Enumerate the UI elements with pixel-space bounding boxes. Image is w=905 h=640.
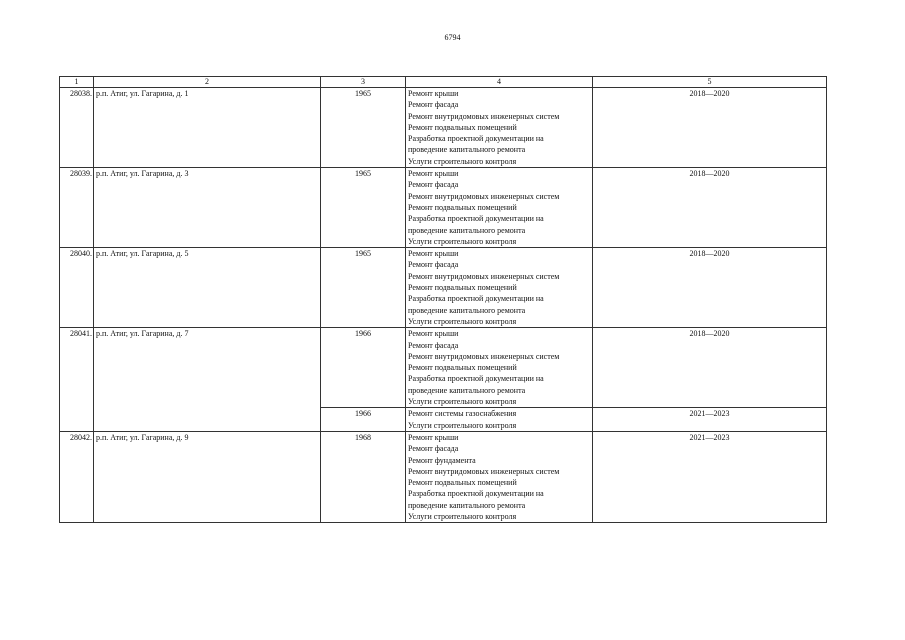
- header-col-2: 2: [94, 77, 321, 88]
- header-row: [60, 77, 827, 88]
- table-row: [60, 168, 827, 248]
- work-item: Ремонт подвальных помещений: [408, 122, 517, 132]
- address-cell: р.п. Атиг, ул. Гагарина, д. 5: [94, 248, 321, 328]
- year-cell: 1966: [321, 328, 406, 408]
- work-item: Ремонт подвальных помещений: [408, 202, 517, 212]
- work-item: Ремонт внутридомовых инженерных систем: [408, 351, 560, 361]
- header-col-3: 3: [321, 77, 406, 88]
- work-item: Ремонт внутридомовых инженерных систем: [408, 191, 560, 201]
- period-cell: 2021—2023: [593, 431, 827, 522]
- address-cell: р.п. Атиг, ул. Гагарина, д. 3: [94, 168, 321, 248]
- work-item: Ремонт фундамента: [408, 455, 476, 465]
- work-item: Разработка проектной документации на: [408, 294, 544, 304]
- work-item: Ремонт фасада: [408, 444, 459, 454]
- work-item: Ремонт подвальных помещений: [408, 283, 517, 293]
- capital-repair-table: [59, 76, 827, 523]
- period-cell: 2018—2020: [593, 88, 827, 168]
- table-body: [60, 88, 827, 523]
- table-row: [60, 328, 827, 408]
- record-number: 28039.: [60, 168, 94, 248]
- year-cell: 1965: [321, 168, 406, 248]
- works-cell: [406, 328, 593, 408]
- work-item: Ремонт крыши: [408, 329, 459, 339]
- works-cell: [406, 168, 593, 248]
- work-item: Услуги строительного контроля: [408, 397, 517, 407]
- work-item: Ремонт подвальных помещений: [408, 363, 517, 373]
- work-item: Услуги строительного контроля: [408, 316, 517, 326]
- period-cell: 2021—2023: [593, 408, 827, 432]
- table-row: [60, 431, 827, 522]
- period-cell: 2018—2020: [593, 328, 827, 408]
- works-cell: [406, 431, 593, 522]
- work-item: Ремонт внутридомовых инженерных систем: [408, 271, 560, 281]
- work-item: Ремонт фасада: [408, 100, 459, 110]
- work-item: Разработка проектной документации на: [408, 214, 544, 224]
- record-number: 28042.: [60, 431, 94, 522]
- work-item: Ремонт системы газоснабжения: [408, 409, 517, 419]
- work-item: Разработка проектной документации на: [408, 489, 544, 499]
- page-number: 6794: [444, 33, 461, 42]
- work-item: Ремонт крыши: [408, 89, 459, 98]
- record-number: 28038.: [60, 88, 94, 168]
- work-item: проведение капитального ремонта: [408, 225, 526, 235]
- period-cell: 2018—2020: [593, 168, 827, 248]
- work-item: Разработка проектной документации на: [408, 374, 544, 384]
- work-item: проведение капитального ремонта: [408, 500, 526, 510]
- header-col-5: 5: [593, 77, 827, 88]
- work-item: Услуги строительного контроля: [408, 511, 517, 521]
- table-row: [60, 248, 827, 328]
- work-item: Ремонт крыши: [408, 169, 459, 179]
- address-cell: р.п. Атиг, ул. Гагарина, д. 7: [94, 328, 321, 432]
- year-cell: 1966: [321, 408, 406, 432]
- work-item: Ремонт крыши: [408, 249, 459, 259]
- work-item: Услуги строительного контроля: [408, 156, 517, 166]
- year-cell: 1965: [321, 88, 406, 168]
- work-item: Ремонт крыши: [408, 432, 459, 442]
- table-row: [60, 88, 827, 168]
- work-item: Ремонт внутридомовых инженерных систем: [408, 111, 560, 121]
- work-item: проведение капитального ремонта: [408, 145, 526, 155]
- works-cell: [406, 248, 593, 328]
- work-item: Ремонт фасада: [408, 180, 459, 190]
- works-cell: [406, 88, 593, 168]
- year-cell: 1968: [321, 431, 406, 522]
- header-col-1: 1: [60, 77, 94, 88]
- address-cell: р.п. Атиг, ул. Гагарина, д. 9: [94, 431, 321, 522]
- work-item: Услуги строительного контроля: [408, 236, 517, 246]
- work-item: проведение капитального ремонта: [408, 305, 526, 315]
- record-number: 28041.: [60, 328, 94, 432]
- work-item: Ремонт фасада: [408, 340, 459, 350]
- record-number: 28040.: [60, 248, 94, 328]
- address-cell: р.п. Атиг, ул. Гагарина, д. 1: [94, 88, 321, 168]
- works-cell: [406, 408, 593, 432]
- work-item: Ремонт подвальных помещений: [408, 478, 517, 488]
- work-item: Ремонт внутридомовых инженерных систем: [408, 466, 560, 476]
- work-item: проведение капитального ремонта: [408, 385, 526, 395]
- work-item: Услуги строительного контроля: [408, 420, 517, 430]
- work-item: Ремонт фасада: [408, 260, 459, 270]
- year-cell: 1965: [321, 248, 406, 328]
- header-col-4: 4: [406, 77, 593, 88]
- period-cell: 2018—2020: [593, 248, 827, 328]
- work-item: Разработка проектной документации на: [408, 134, 544, 144]
